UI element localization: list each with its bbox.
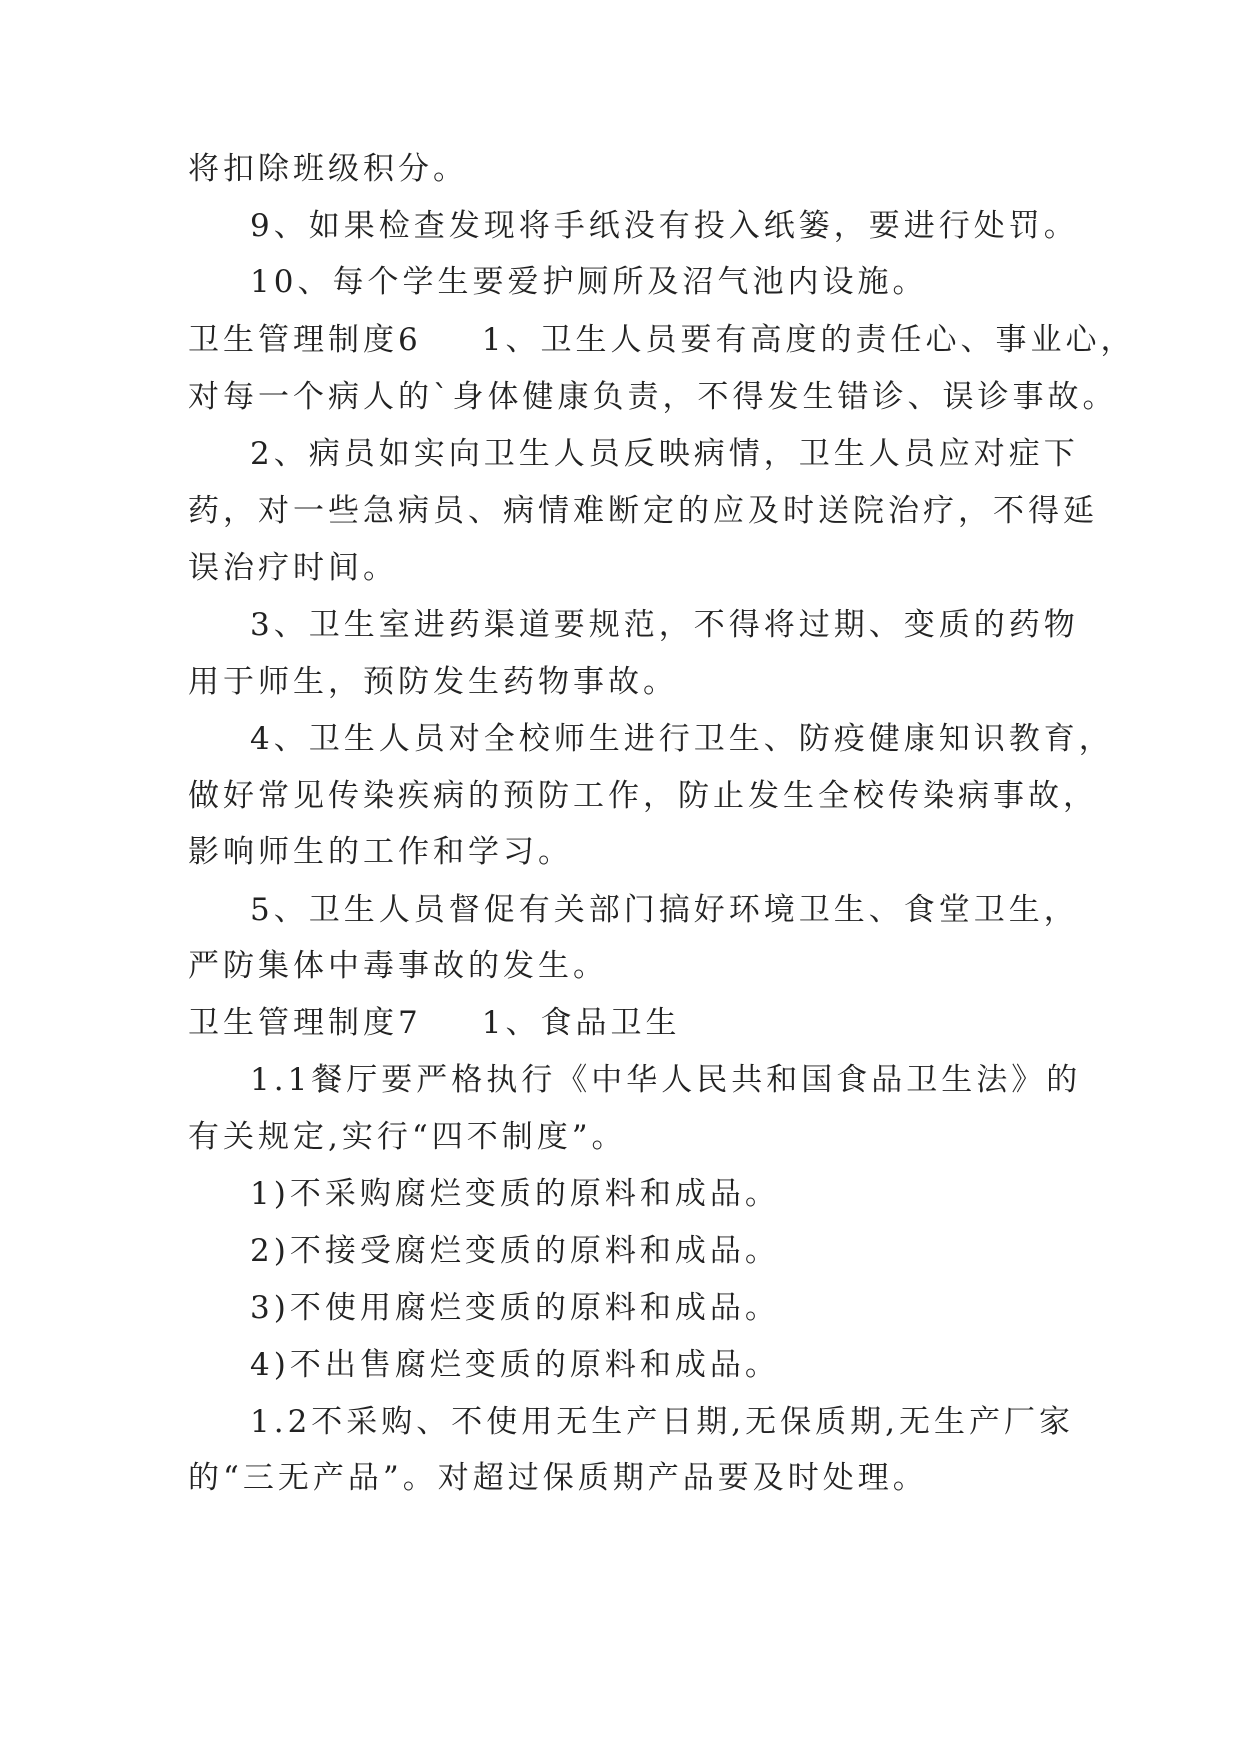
text-line [188,776,1098,816]
text-span: 做好常见传染疾病的预防工作，防止发生全校传染病事故， [188,778,1098,814]
text-line [188,832,573,872]
text-span: 药，对一些急病员、病情难断定的应及时送院治疗，不得延 [188,493,1098,529]
paragraph-start [250,890,1079,930]
text-line [188,662,678,702]
paragraph-start [250,434,1079,474]
list-item [250,1288,780,1328]
text-span: 误治疗时间。 [188,550,398,586]
text-line [188,491,1098,531]
text-span: 3)不使用腐烂变质的原料和成品。 [250,1290,780,1326]
text-span: 10、每个学生要爱护厕所及沼气池内设施。 [250,264,928,300]
section-heading-7 [188,1003,680,1043]
section-title: 卫生管理制度7 [188,1005,422,1041]
text-span: 对每一个病人的`身体健康负责，不得发生错诊、误诊事故。 [188,379,1118,415]
list-item-9 [250,206,1079,246]
text-line [188,1458,928,1498]
section-title: 卫生管理制度6 [188,322,422,358]
text-span: 将扣除班级积分。 [188,151,468,187]
list-item [250,1174,780,1214]
text-span: 严防集体中毒事故的发生。 [188,948,608,984]
text-line [188,548,398,588]
text-span: 3、卫生室进药渠道要规范，不得将过期、变质的药物 [250,607,1079,643]
text-span: 影响师生的工作和学习。 [188,834,573,870]
list-item-10 [250,262,927,302]
list-item [250,1231,780,1271]
text-span: 1.2不采购、不使用无生产日期,无保质期,无生产厂家 [250,1404,1075,1440]
paragraph-start [250,605,1079,645]
section-heading-6 [188,320,1135,360]
text-span: 有关规定,实行“四不制度”。 [188,1119,627,1155]
text-span: 5、卫生人员督促有关部门搞好环境卫生、食堂卫生， [250,892,1079,928]
text-span: 的“三无产品”。对超过保质期产品要及时处理。 [188,1460,928,1496]
text-span: 4)不出售腐烂变质的原料和成品。 [250,1347,780,1383]
text-line [188,377,1118,417]
list-item [250,1345,780,1385]
text-span: 1、卫生人员要有高度的责任心、事业心， [481,322,1136,358]
text-line [188,1117,627,1157]
text-line [188,946,608,986]
paragraph-start [250,719,1114,759]
text-span: 2)不接受腐烂变质的原料和成品。 [250,1233,780,1269]
text-span: 1.1餐厅要严格执行《中华人民共和国食品卫生法》的 [250,1062,1082,1098]
text-span: 用于师生，预防发生药物事故。 [188,664,678,700]
text-line [188,149,468,189]
text-span: 9、如果检查发现将手纸没有投入纸篓，要进行处罚。 [250,208,1079,244]
text-span: 1)不采购腐烂变质的原料和成品。 [250,1176,780,1212]
text-span: 1、食品卫生 [481,1005,681,1041]
paragraph-start [250,1402,1074,1442]
paragraph-start [250,1060,1081,1100]
text-span: 4、卫生人员对全校师生进行卫生、防疫健康知识教育， [250,721,1114,757]
text-span: 2、病员如实向卫生人员反映病情，卫生人员应对症下 [250,436,1079,472]
